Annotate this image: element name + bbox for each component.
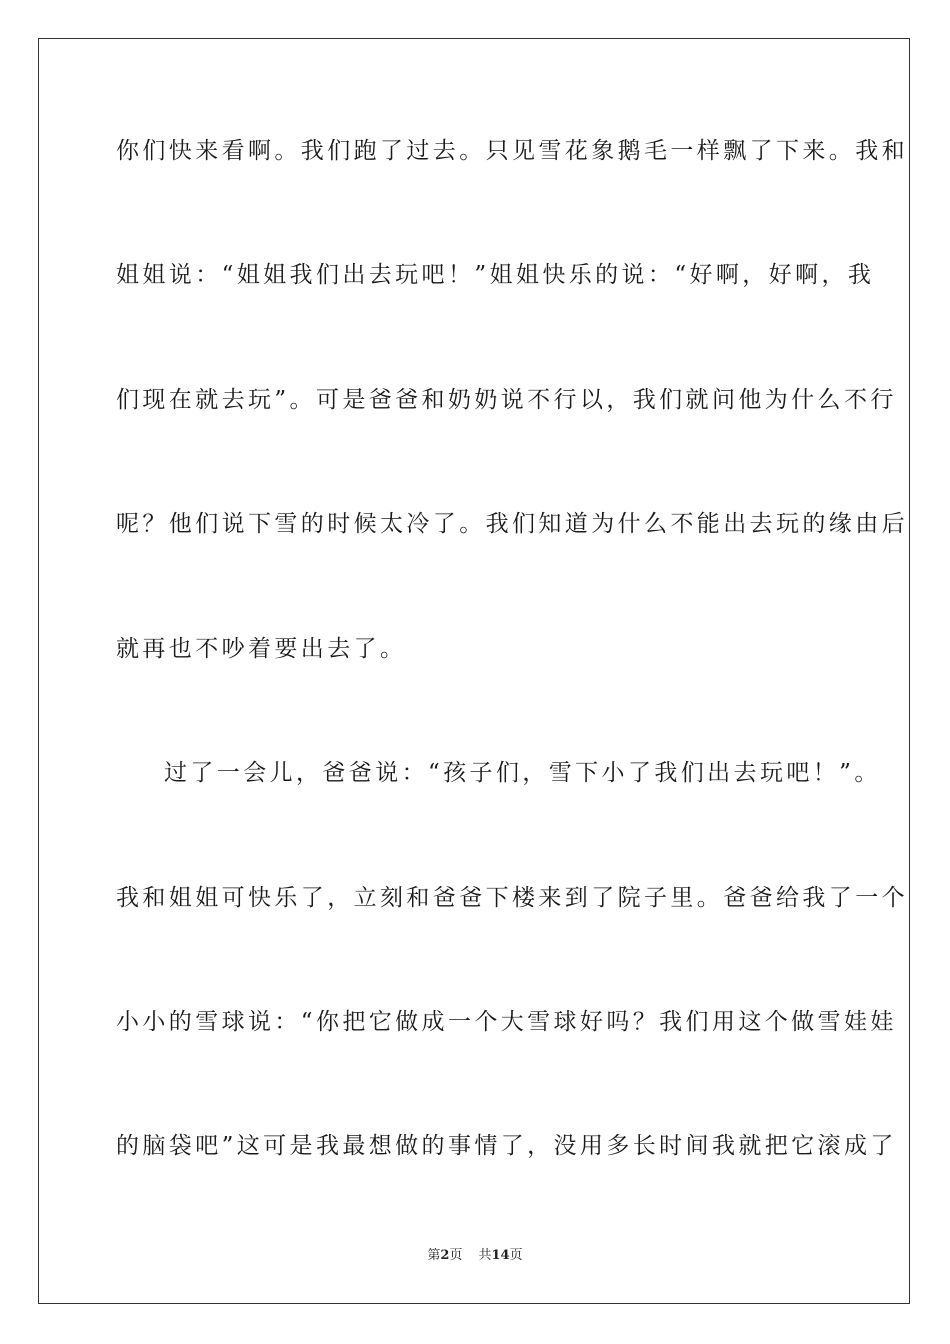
body-line-2: 姐姐说：“姐姐我们出去玩吧！”姐姐快乐的说：“好啊，好啊，我 (116, 262, 875, 288)
body-line-8: 小小的雪球说：“你把它做成一个大雪球好吗？我们用这个做雪娃娃 (116, 1009, 897, 1035)
total-suffix: 页 (509, 1248, 523, 1263)
body-line-4: 呢？他们说下雪的时候太冷了。我们知道为什么不能出去玩的缘由后 (116, 511, 908, 537)
page-border (38, 38, 910, 1304)
body-line-1: 你们快来看啊。我们跑了过去。只见雪花象鹅毛一样飘了下来。我和 (116, 138, 908, 164)
page-current: 2 (440, 1248, 450, 1263)
body-line-9: 的脑袋吧”这可是我最想做的事情了，没用多长时间我就把它滚成了 (116, 1133, 897, 1159)
body-line-3: 们现在就去玩”。可是爸爸和奶奶说不行以，我们就问他为什么不行 (116, 387, 897, 413)
page-total: 14 (491, 1248, 510, 1263)
page-footer (0, 1247, 950, 1265)
page-prefix: 第 (427, 1248, 441, 1263)
page-suffix: 页 (449, 1248, 463, 1263)
body-line-6-paragraph-start: 过了一会儿，爸爸说：“孩子们，雪下小了我们出去玩吧！”。 (164, 760, 881, 786)
body-line-5: 就再也不吵着要出去了。 (116, 636, 407, 662)
body-line-7: 我和姐姐可快乐了，立刻和爸爸下楼来到了院子里。爸爸给我了一个 (116, 885, 908, 911)
total-prefix: 共 (478, 1248, 492, 1263)
